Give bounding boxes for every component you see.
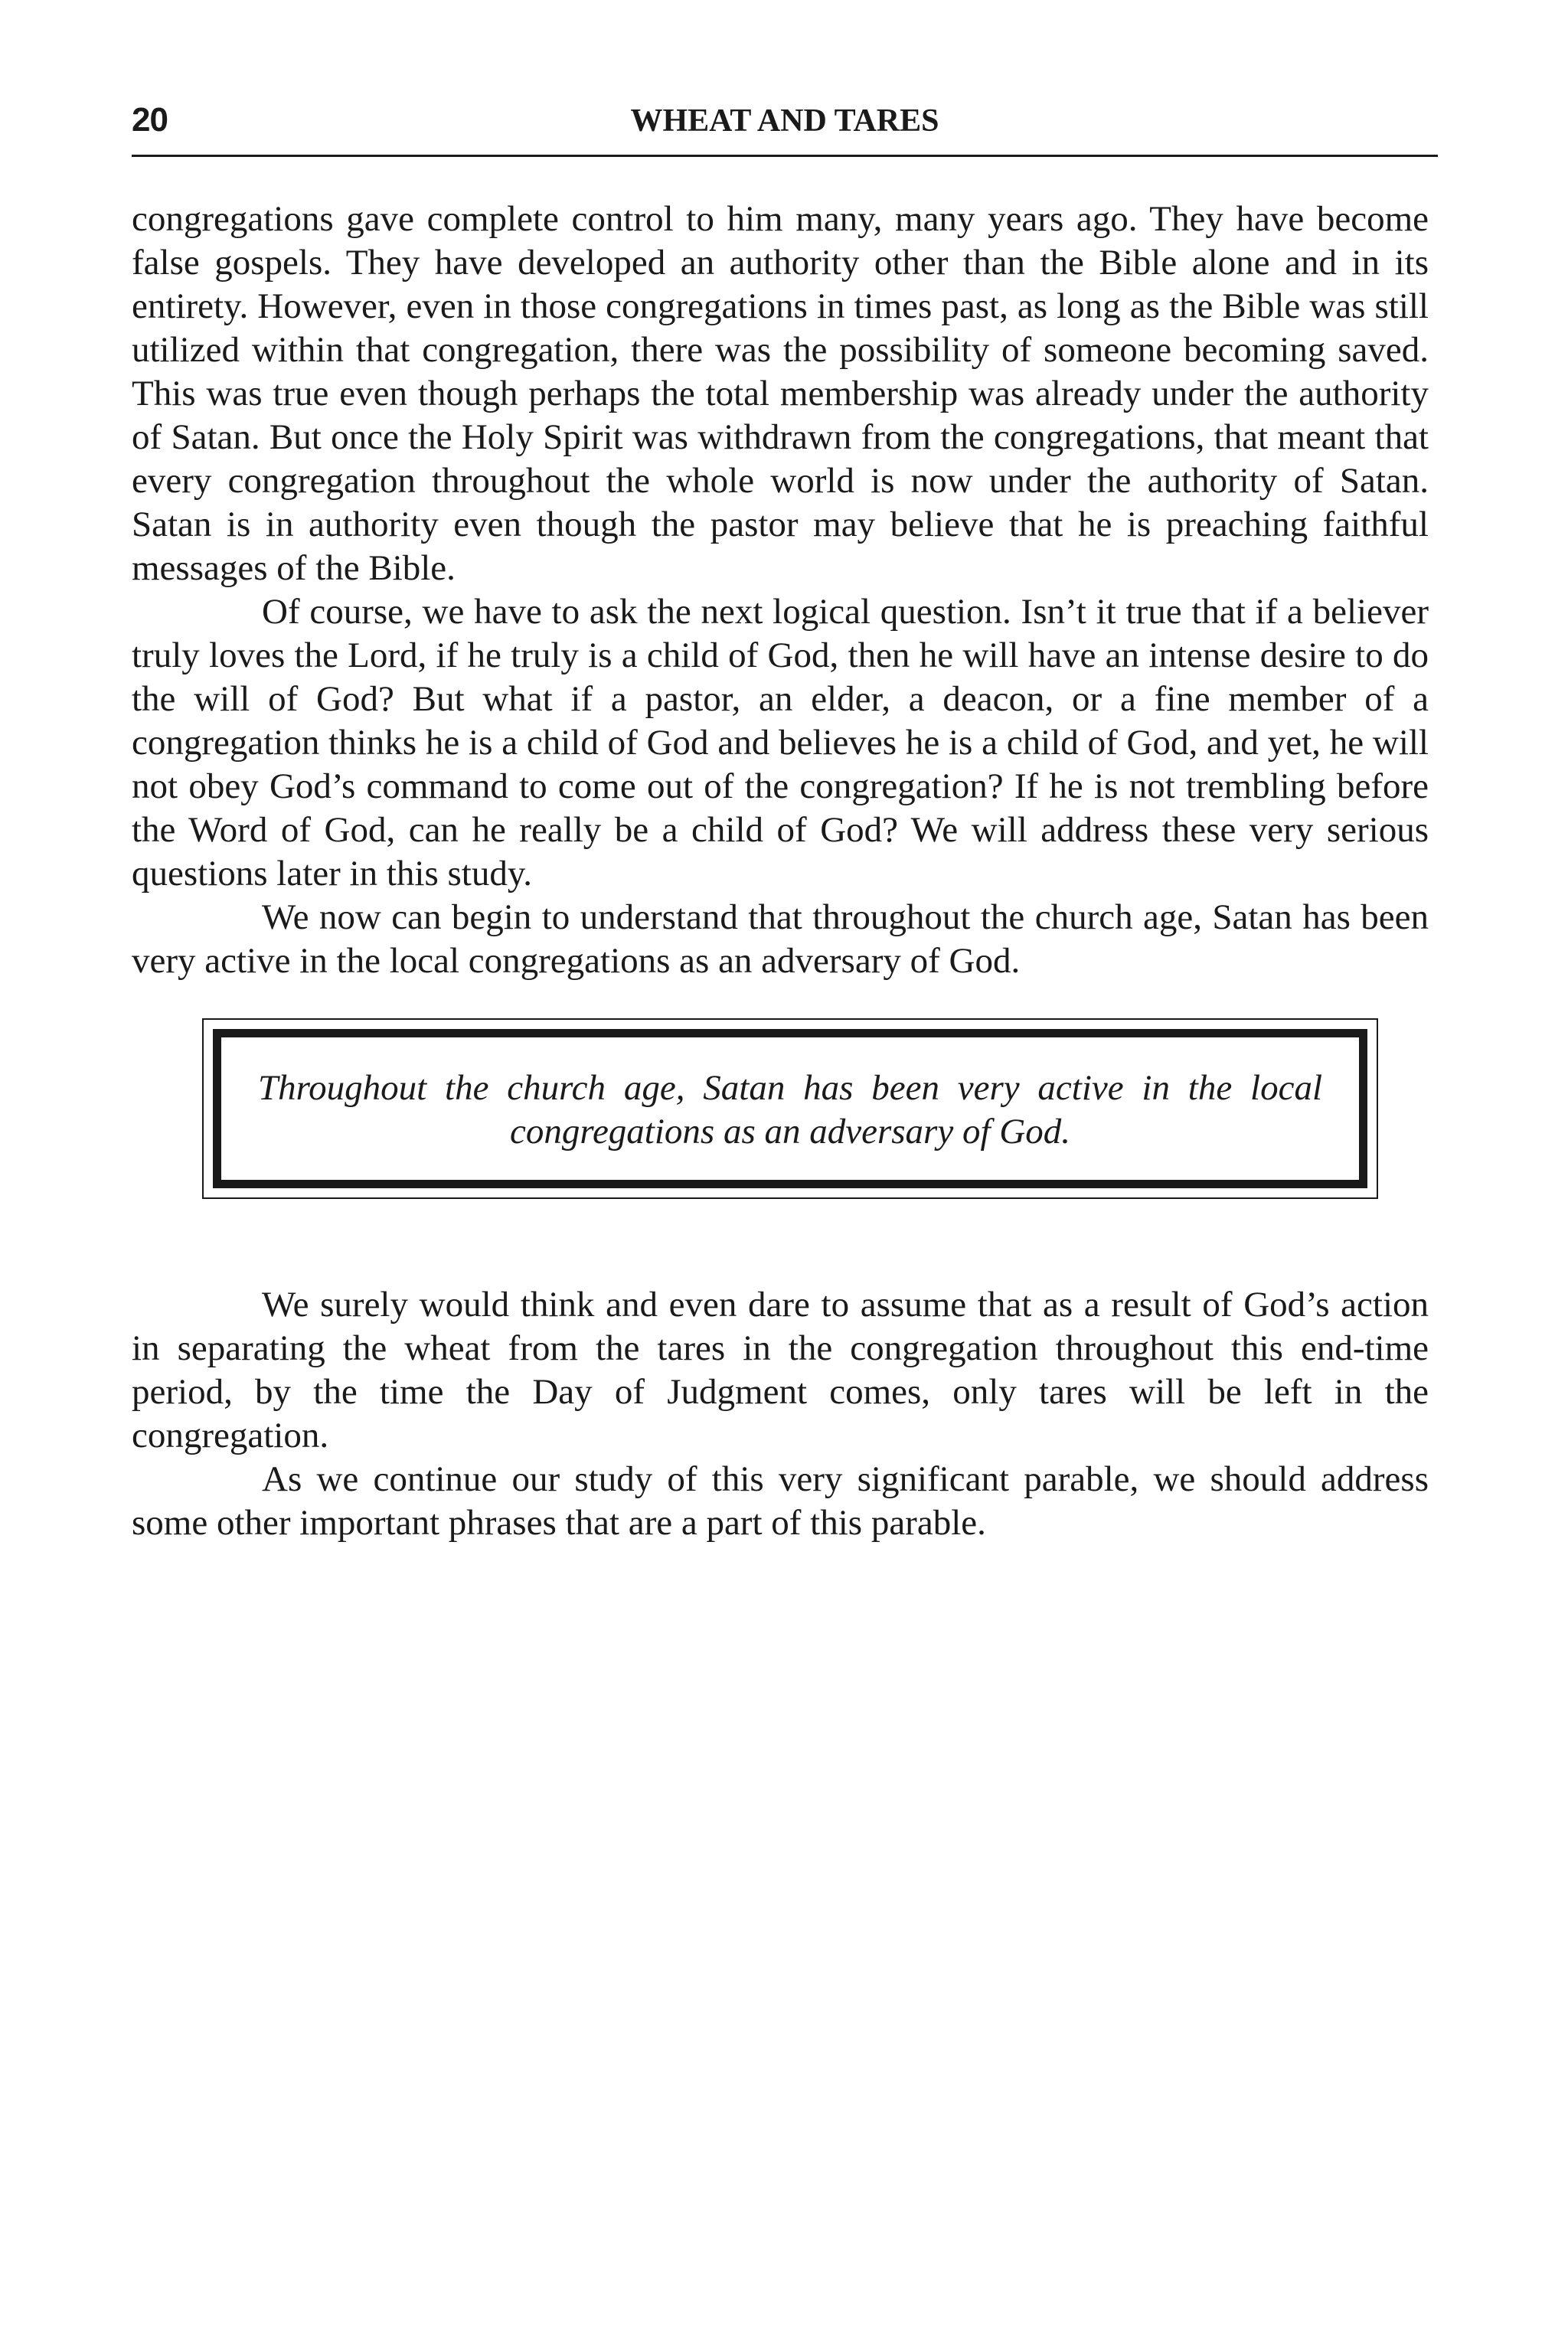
body-text-bottom — [132, 1283, 1429, 1545]
paragraph: Of course, we have to ask the next logical question. Isn’t it true that if a believer truly loves the Lord, if he truly is a child of God, then he will have an intense desire to do the will of God? But what if a pastor, an elder, a deacon, or a fine member of a congregation thinks he is a child of God and believes he is a child of God, and yet, he will not obey God’s command to come out of the congregation? If he is not trembling before the Word of God, can he really be a child of God? We will address these very serious questions later in this study. — [132, 592, 1429, 893]
paragraph: congregations gave complete control to him many, many years ago. They have become false gospels. They have developed an authority other than the Bible alone and in its entirety. However, even in those congregations in times past, as long as the Bible was still utilized within that congregation, there was the possibility of someone becoming saved. This was true even though perhaps the total membership was already under the authority of Satan. But once the Holy Spirit was withdrawn from the congregations, that meant that every congregation throughout the whole world is now under the authority of Satan. Satan is in authority even though the pastor may believe that he is preaching faithful messages of the Bible. — [132, 199, 1429, 588]
page-number: 20 — [132, 101, 168, 139]
paragraph: As we continue our study of this very significant parable, we should address some other important phrases that are a part of this parable. — [132, 1459, 1429, 1543]
paragraph: We surely would think and even dare to assume that as a result of God’s action in separating the wheat from the tares in the congregation throughout this end-time period, by the time the Day of Judgment comes, only tares will be left in the congregation. — [132, 1285, 1429, 1455]
paragraph: We now can begin to understand that throughout the church age, Satan has been very active in the local congregations as an adversary of God. — [132, 897, 1429, 981]
body-text-top — [132, 198, 1429, 983]
callout-inner-border — [213, 1029, 1367, 1188]
callout-text: Throughout the church age, Satan has been very active in the local congregations as an adversary of God. — [258, 1068, 1322, 1152]
callout-box — [202, 1018, 1378, 1199]
page-header — [132, 96, 1438, 157]
running-title: WHEAT AND TARES — [630, 103, 939, 139]
